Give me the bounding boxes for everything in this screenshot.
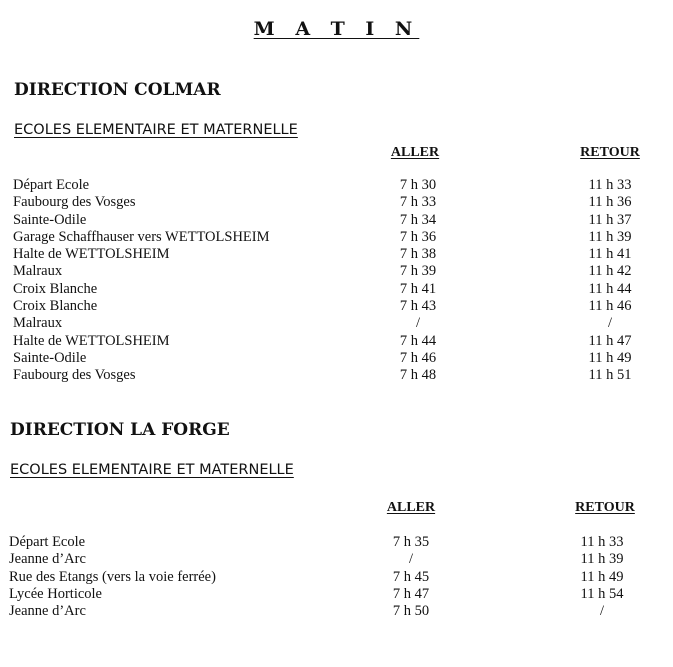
section-colmar-subtitle: ECOLES ELEMENTAIRE ET MATERNELLE — [14, 122, 298, 138]
stop-name: Départ Ecole — [9, 534, 86, 550]
table-row — [13, 298, 653, 315]
aller-time: 7 h 50 — [392, 603, 430, 620]
section-laforge-retour-header: RETOUR — [575, 500, 635, 515]
aller-time: 7 h 45 — [392, 568, 430, 585]
table-row — [13, 246, 653, 263]
aller-time: 7 h 34 — [399, 211, 437, 228]
retour-time: 11 h 33 — [588, 177, 632, 193]
aller-time: 7 h 48 — [399, 367, 437, 384]
table-row — [13, 367, 653, 384]
retour-time: / — [607, 315, 613, 332]
retour-time: 11 h 33 — [580, 534, 624, 550]
retour-time: 11 h 39 — [588, 228, 632, 245]
aller-time: 7 h 43 — [399, 298, 437, 315]
stop-name: Jeanne d’Arc — [9, 603, 86, 620]
stop-name: Croix Blanche — [13, 280, 98, 297]
table-row — [9, 551, 649, 568]
table-row — [13, 333, 653, 350]
table-row — [13, 263, 653, 280]
table-row — [13, 229, 653, 246]
aller-time: 7 h 44 — [399, 332, 437, 349]
table-row — [13, 177, 653, 194]
stop-name: Malraux — [13, 263, 63, 280]
table-row — [9, 534, 649, 551]
retour-time: 11 h 46 — [588, 298, 632, 315]
stop-name: Garage Schaffhauser vers WETTOLSHEIM — [13, 228, 270, 245]
aller-time: 7 h 30 — [399, 177, 437, 193]
retour-time: 11 h 41 — [588, 246, 632, 263]
section-laforge-aller-header: ALLER — [386, 500, 436, 515]
section-colmar-aller-header: ALLER — [390, 145, 440, 160]
table-row — [9, 569, 649, 586]
table-row — [13, 315, 653, 332]
aller-time: 7 h 46 — [399, 349, 437, 366]
section-laforge-subtitle: ECOLES ELEMENTAIRE ET MATERNELLE — [10, 462, 294, 478]
stop-name: Halte de WETTOLSHEIM — [13, 246, 170, 263]
retour-time: 11 h 36 — [588, 194, 632, 211]
stop-name: Jeanne d’Arc — [9, 551, 86, 568]
retour-time: 11 h 37 — [588, 211, 632, 228]
stop-name: Rue des Etangs (vers la voie ferrée) — [9, 568, 216, 585]
aller-time: 7 h 39 — [399, 263, 437, 280]
retour-time: 11 h 39 — [580, 551, 624, 568]
stop-name: Halte de WETTOLSHEIM — [13, 332, 170, 349]
table-row — [9, 603, 649, 620]
aller-time: / — [415, 315, 421, 332]
stop-name: Faubourg des Vosges — [13, 367, 136, 384]
stop-name: Malraux — [13, 315, 63, 332]
table-row — [13, 212, 653, 229]
retour-time: 11 h 51 — [588, 367, 632, 384]
aller-time: 7 h 33 — [399, 194, 437, 211]
aller-time: / — [408, 551, 414, 568]
retour-time: 11 h 54 — [580, 585, 624, 602]
section-laforge-rows — [9, 534, 649, 620]
stop-name: Départ Ecole — [13, 177, 90, 193]
stop-name: Faubourg des Vosges — [13, 194, 136, 211]
stop-name: Sainte-Odile — [13, 349, 87, 366]
section-colmar-rows — [13, 177, 653, 385]
section-colmar-heading: DIRECTION COLMAR — [14, 80, 221, 100]
aller-time: 7 h 38 — [399, 246, 437, 263]
table-row — [9, 586, 649, 603]
retour-time: 11 h 49 — [588, 349, 632, 366]
retour-time: 11 h 49 — [580, 568, 624, 585]
table-row — [13, 350, 653, 367]
stop-name: Croix Blanche — [13, 298, 98, 315]
retour-time: 11 h 42 — [588, 263, 632, 280]
aller-time: 7 h 35 — [392, 534, 430, 550]
aller-time: 7 h 36 — [399, 228, 437, 245]
section-laforge-heading: DIRECTION LA FORGE — [10, 420, 230, 440]
retour-time: 11 h 47 — [588, 332, 632, 349]
stop-name: Sainte-Odile — [13, 211, 87, 228]
retour-time: 11 h 44 — [588, 280, 632, 297]
page-title: M A T I N — [253, 18, 420, 40]
table-row — [13, 281, 653, 298]
retour-time: / — [599, 603, 605, 620]
table-row — [13, 194, 653, 211]
stop-name: Lycée Horticole — [9, 585, 102, 602]
aller-time: 7 h 41 — [399, 280, 437, 297]
aller-time: 7 h 47 — [392, 585, 430, 602]
section-colmar-retour-header: RETOUR — [580, 145, 640, 160]
